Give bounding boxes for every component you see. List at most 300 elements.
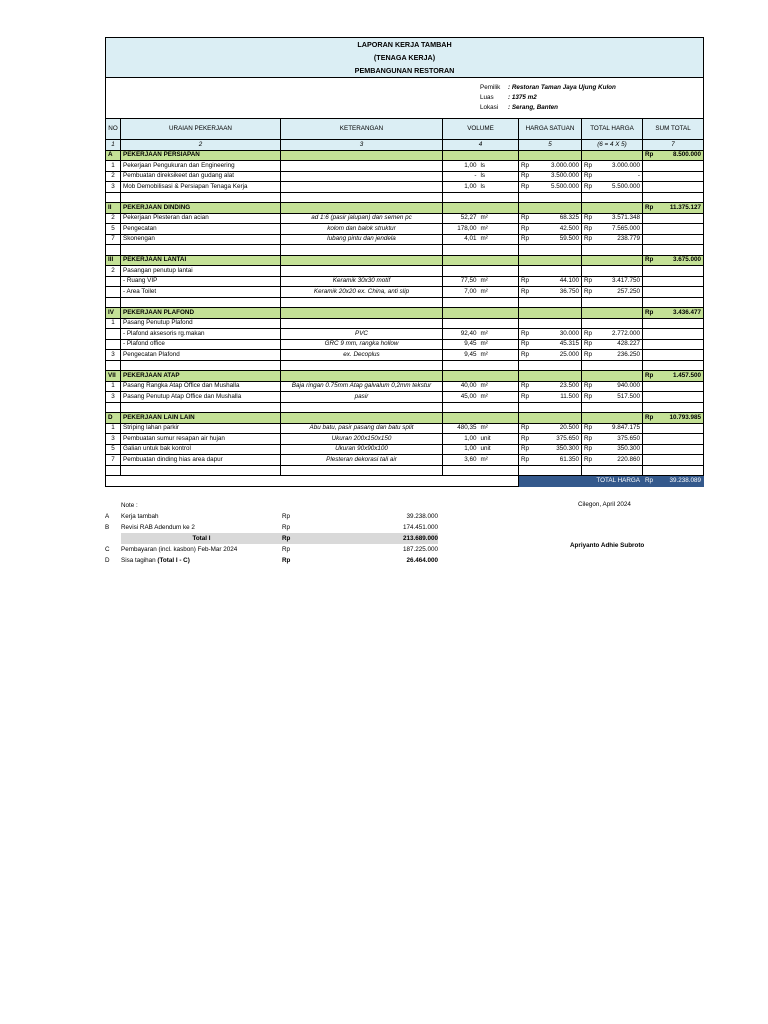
row-sum-rp: [643, 182, 704, 193]
section-sum-rp: Rp: [643, 255, 657, 266]
row-desc: Skonengan: [121, 234, 281, 245]
row-sum-rp: [643, 171, 704, 182]
note-d-label: Sisa tagihan (Total I - C): [121, 557, 190, 564]
section-total: [582, 413, 643, 424]
row-total-rp: Rp: [582, 329, 596, 340]
row-total-rp: Rp: [582, 392, 596, 403]
blank-cell: [281, 465, 443, 476]
row-keterangan: Abu batu, pasir pasang dan batu split: [281, 423, 443, 434]
signature-name: Apriyanto Adhie Subroto: [570, 542, 645, 549]
blank-cell: [106, 192, 121, 203]
section-sum-total: 11.375.127: [657, 203, 704, 214]
row-keterangan: lubang pintu dan jendela: [281, 234, 443, 245]
row-harga: 61.350: [534, 455, 582, 466]
row-total-rp: Rp: [582, 455, 596, 466]
row-unit: m²: [479, 276, 519, 287]
section-title: PEKERJAAN PERSIAPAN: [121, 150, 281, 161]
row-volume: 7,00: [443, 287, 479, 298]
col-num-2: 2: [121, 140, 281, 151]
section-ket: [281, 308, 443, 319]
row-harga: 5.500.000: [534, 182, 582, 193]
table-row: [106, 266, 704, 277]
note-b-value: 174.451.000: [402, 524, 438, 531]
row-total: -: [596, 171, 643, 182]
note-b-code: B: [105, 524, 110, 531]
section-title: PEKERJAAN DINDING: [121, 203, 281, 214]
row-total-rp: Rp: [582, 224, 596, 235]
section-sum-total: 8.500.000: [657, 150, 704, 161]
row-sum-rp: [643, 213, 704, 224]
section-harga: [519, 308, 582, 319]
row-unit: m²: [479, 392, 519, 403]
blank-cell: [519, 245, 582, 256]
grand-total-spacer: [106, 476, 519, 487]
row-unit: ls: [479, 171, 519, 182]
owner-value: : Restoran Taman Jaya Ujung Kulon: [508, 84, 616, 91]
table-row: [106, 287, 704, 298]
column-header-row: [106, 119, 704, 140]
table-row: [106, 423, 704, 434]
row-harga: 30.000: [534, 329, 582, 340]
section-header-row: [106, 413, 704, 424]
row-unit: [479, 266, 519, 277]
row-keterangan: Baja ringan 0.75mm Atap galvalum 0,2mm tekstur: [281, 381, 443, 392]
row-harga-rp: Rp: [519, 213, 534, 224]
row-harga-rp: Rp: [519, 234, 534, 245]
section-harga: [519, 203, 582, 214]
row-volume: 3,60: [443, 455, 479, 466]
row-no: 1: [106, 318, 121, 329]
row-total-rp: Rp: [582, 182, 596, 193]
section-header-row: [106, 308, 704, 319]
section-sum-rp: Rp: [643, 203, 657, 214]
section-vol: [443, 371, 519, 382]
row-total: 3.417.750: [596, 276, 643, 287]
row-unit: m²: [479, 350, 519, 361]
row-desc: - Plafond aksesoris rg.makan: [121, 329, 281, 340]
blank-cell: [643, 402, 704, 413]
notes-section: [105, 500, 703, 566]
row-harga: 59.500: [534, 234, 582, 245]
col-volume: VOLUME: [443, 119, 519, 140]
note-a-code: A: [105, 513, 110, 520]
project-info: [106, 78, 704, 119]
row-harga-rp: Rp: [519, 381, 534, 392]
section-harga: [519, 150, 582, 161]
blank-cell: [582, 402, 643, 413]
blank-cell: [643, 245, 704, 256]
section-header-row: [106, 203, 704, 214]
row-harga: 375.650: [534, 434, 582, 445]
row-desc: - Area Toilet: [121, 287, 281, 298]
table-row: [106, 171, 704, 182]
row-volume: 40,00: [443, 381, 479, 392]
row-unit: m²: [479, 234, 519, 245]
row-total: 2.772.000: [596, 329, 643, 340]
blank-cell: [281, 192, 443, 203]
row-keterangan: Keramik 30x30 motif: [281, 276, 443, 287]
row-sum-rp: [643, 350, 704, 361]
row-total: 517.500: [596, 392, 643, 403]
report-sheet: [105, 37, 703, 487]
note-d-value: 26.464.000: [406, 557, 438, 564]
row-unit: m²: [479, 329, 519, 340]
owner-label: Pemilik: [480, 84, 501, 91]
row-volume: 9,45: [443, 350, 479, 361]
row-sum-rp: [643, 339, 704, 350]
blank-cell: [121, 402, 281, 413]
table-row: [106, 234, 704, 245]
col-uraian: URAIAN PEKERJAAN: [121, 119, 281, 140]
section-total: [582, 371, 643, 382]
row-volume: 480,35: [443, 423, 479, 434]
row-total-rp: Rp: [582, 276, 596, 287]
row-desc: Mob Demobilisasi & Persiapan Tenaga Kerja: [121, 182, 281, 193]
row-unit: m²: [479, 339, 519, 350]
section-harga: [519, 413, 582, 424]
grand-total-value: 39.238.089: [657, 476, 704, 487]
row-total: 3.000.000: [596, 161, 643, 172]
row-total-rp: Rp: [582, 444, 596, 455]
blank-cell: [519, 192, 582, 203]
note-total-value: 213.689.000: [385, 533, 438, 544]
blank-cell: [643, 192, 704, 203]
row-unit: ls: [479, 161, 519, 172]
row-harga-rp: Rp: [519, 350, 534, 361]
col-harga-satuan: HARGA SATUAN: [519, 119, 582, 140]
row-keterangan: pasir: [281, 392, 443, 403]
blank-cell: [519, 402, 582, 413]
row-volume: 4,01: [443, 234, 479, 245]
section-total: [582, 150, 643, 161]
table-row: [106, 381, 704, 392]
blank-cell: [443, 360, 519, 371]
section-sum-rp: Rp: [643, 371, 657, 382]
row-total: 7.565.000: [596, 224, 643, 235]
row-sum-rp: [643, 276, 704, 287]
row-total-rp: Rp: [582, 339, 596, 350]
row-keterangan: kolom dan balok struktur: [281, 224, 443, 235]
row-unit: unit: [479, 434, 519, 445]
row-unit: m²: [479, 423, 519, 434]
table-row: [106, 392, 704, 403]
section-sum-total: 3.675.000: [657, 255, 704, 266]
section-total: [582, 308, 643, 319]
row-keterangan: ad 1:6 (pasir jalupan) dan semen pc: [281, 213, 443, 224]
row-keterangan: [281, 266, 443, 277]
row-keterangan: Ukuran 90x90x100: [281, 444, 443, 455]
section-ket: [281, 203, 443, 214]
table-row: [106, 434, 704, 445]
section-vol: [443, 255, 519, 266]
row-harga-rp: Rp: [519, 444, 534, 455]
blank-cell: [281, 245, 443, 256]
section-header-row: [106, 255, 704, 266]
note-c-code: C: [105, 546, 110, 553]
section-header-row: [106, 371, 704, 382]
row-keterangan: [281, 161, 443, 172]
blank-cell: [443, 402, 519, 413]
blank-cell: [121, 192, 281, 203]
note-total-rp: Rp: [282, 533, 385, 544]
row-harga-rp: Rp: [519, 276, 534, 287]
report-table: [105, 37, 704, 487]
section-header-row: [106, 150, 704, 161]
section-sum-total: 3.436.477: [657, 308, 704, 319]
blank-row: [106, 297, 704, 308]
blank-cell: [281, 360, 443, 371]
blank-cell: [281, 402, 443, 413]
row-no: 3: [106, 350, 121, 361]
blank-cell: [582, 192, 643, 203]
blank-cell: [106, 360, 121, 371]
blank-cell: [582, 360, 643, 371]
row-desc: Pembuatan dinding hias area dapur: [121, 455, 281, 466]
row-harga: 3.500.000: [534, 171, 582, 182]
row-no: 3: [106, 182, 121, 193]
row-desc: Pembuatan direksikeet dan gudang alat: [121, 171, 281, 182]
section-title: PEKERJAAN LAIN LAIN: [121, 413, 281, 424]
area-value: : 1375 m2: [508, 94, 537, 101]
row-harga: 23.500: [534, 381, 582, 392]
report-subtitle: (TENAGA KERJA): [106, 51, 704, 64]
row-harga: [534, 318, 582, 329]
row-total-rp: Rp: [582, 423, 596, 434]
row-harga: 36.750: [534, 287, 582, 298]
row-harga: 25.000: [534, 350, 582, 361]
row-harga: 20.500: [534, 423, 582, 434]
section-sum-rp: Rp: [643, 150, 657, 161]
section-total: [582, 255, 643, 266]
location-label: Lokasi: [480, 104, 499, 111]
blank-row: [106, 360, 704, 371]
note-total-label: Total I: [121, 533, 282, 544]
section-vol: [443, 308, 519, 319]
row-no: 3: [106, 434, 121, 445]
row-no: 5: [106, 224, 121, 235]
row-harga-rp: Rp: [519, 182, 534, 193]
note-b-label: Revisi RAB Adendum ke 2: [121, 524, 195, 531]
row-sum-rp: [643, 455, 704, 466]
row-volume: -: [443, 171, 479, 182]
row-keterangan: Keramik 20x20 ex. China, anti slip: [281, 287, 443, 298]
section-title: PEKERJAAN LANTAI: [121, 255, 281, 266]
section-sum-total: 1.457.500: [657, 371, 704, 382]
row-desc: - Plafond office: [121, 339, 281, 350]
row-unit: m²: [479, 455, 519, 466]
section-title: PEKERJAAN PLAFOND: [121, 308, 281, 319]
section-vol: [443, 413, 519, 424]
blank-cell: [643, 360, 704, 371]
row-sum-rp: [643, 161, 704, 172]
row-unit: ls: [479, 182, 519, 193]
row-no: 2: [106, 171, 121, 182]
section-total: [582, 203, 643, 214]
row-sum-rp: [643, 318, 704, 329]
row-desc: Pasang Penutup Atap Office dan Mushalla: [121, 392, 281, 403]
signature-place-date: Cilegon, April 2024: [578, 501, 631, 508]
row-no: [106, 339, 121, 350]
section-ket: [281, 371, 443, 382]
grand-total-row: [106, 476, 704, 487]
blank-cell: [106, 465, 121, 476]
row-sum-rp: [643, 381, 704, 392]
row-harga: 44.100: [534, 276, 582, 287]
note-a-label: Kerja tambah: [121, 513, 159, 520]
grand-total-rp: Rp: [643, 476, 657, 487]
row-unit: m²: [479, 213, 519, 224]
row-harga: [534, 266, 582, 277]
section-ket: [281, 150, 443, 161]
row-no: 2: [106, 213, 121, 224]
section-sum-total: 10.793.985: [657, 413, 704, 424]
blank-cell: [443, 192, 519, 203]
table-row: [106, 224, 704, 235]
section-sum-rp: Rp: [643, 308, 657, 319]
location-value: : Serang, Banten: [508, 104, 559, 111]
row-total-rp: Rp: [582, 287, 596, 298]
row-volume: [443, 318, 479, 329]
row-no: 1: [106, 161, 121, 172]
row-desc: Pekerjaan Pengukuran dan Engineering: [121, 161, 281, 172]
row-volume: 9,45: [443, 339, 479, 350]
table-row: [106, 339, 704, 350]
row-total-rp: Rp: [582, 434, 596, 445]
row-desc: Pasang Penutup Plafond: [121, 318, 281, 329]
table-row: [106, 350, 704, 361]
blank-cell: [519, 465, 582, 476]
row-unit: [479, 318, 519, 329]
note-c-value: 187.225.000: [402, 546, 438, 553]
row-sum-rp: [643, 392, 704, 403]
row-volume: [443, 266, 479, 277]
row-unit: m²: [479, 224, 519, 235]
table-row: [106, 213, 704, 224]
note-c-label: Pembayaran (incl. kasbon) Feb-Mar 2024: [121, 546, 238, 553]
row-harga-rp: Rp: [519, 434, 534, 445]
row-harga: 350.300: [534, 444, 582, 455]
row-keterangan: Ukuran 200x150x150: [281, 434, 443, 445]
section-sum-rp: Rp: [643, 413, 657, 424]
row-keterangan: [281, 182, 443, 193]
blank-cell: [121, 297, 281, 308]
col-no: NO: [106, 119, 121, 140]
row-harga-rp: Rp: [519, 329, 534, 340]
row-total: [596, 318, 643, 329]
blank-cell: [643, 465, 704, 476]
row-no: 3: [106, 392, 121, 403]
section-harga: [519, 371, 582, 382]
row-desc: Pekerjaan Plesteran dan acian: [121, 213, 281, 224]
note-a-value: 39.238.000: [406, 513, 438, 520]
row-total-rp: Rp: [582, 381, 596, 392]
row-total: 350.300: [596, 444, 643, 455]
row-desc: Pembuatan sumur resapan air hujan: [121, 434, 281, 445]
note-b-rp: Rp: [282, 524, 291, 531]
col-num-1: 1: [106, 140, 121, 151]
table-row: [106, 161, 704, 172]
row-total-rp: [582, 266, 596, 277]
blank-row: [106, 402, 704, 413]
blank-cell: [582, 297, 643, 308]
row-total-rp: Rp: [582, 234, 596, 245]
row-total: [596, 266, 643, 277]
row-no: 7: [106, 234, 121, 245]
row-no: [106, 276, 121, 287]
row-desc: Pengecatan: [121, 224, 281, 235]
blank-cell: [121, 465, 281, 476]
row-harga: 3.000.000: [534, 161, 582, 172]
row-total-rp: Rp: [582, 171, 596, 182]
blank-cell: [121, 245, 281, 256]
row-sum-rp: [643, 444, 704, 455]
blank-cell: [519, 360, 582, 371]
blank-cell: [582, 245, 643, 256]
row-volume: 1,00: [443, 182, 479, 193]
row-harga-rp: [519, 266, 534, 277]
note-c-rp: Rp: [282, 546, 291, 553]
row-volume: 92,40: [443, 329, 479, 340]
row-harga-rp: Rp: [519, 287, 534, 298]
blank-cell: [519, 297, 582, 308]
section-code: III: [106, 255, 121, 266]
blank-cell: [443, 297, 519, 308]
section-code: VII: [106, 371, 121, 382]
row-sum-rp: [643, 287, 704, 298]
row-harga-rp: Rp: [519, 161, 534, 172]
section-vol: [443, 150, 519, 161]
note-d-code: D: [105, 557, 110, 564]
note-a-rp: Rp: [282, 513, 291, 520]
row-sum-rp: [643, 423, 704, 434]
col-num-4: 4: [443, 140, 519, 151]
note-d-rp: Rp: [282, 557, 291, 564]
blank-cell: [582, 465, 643, 476]
table-row: [106, 276, 704, 287]
row-total: 3.571.348: [596, 213, 643, 224]
blank-cell: [106, 245, 121, 256]
blank-cell: [443, 245, 519, 256]
row-volume: 178,00: [443, 224, 479, 235]
row-harga: 68.325: [534, 213, 582, 224]
section-harga: [519, 255, 582, 266]
row-sum-rp: [643, 434, 704, 445]
section-code: D: [106, 413, 121, 424]
row-keterangan: [281, 318, 443, 329]
row-no: 1: [106, 423, 121, 434]
column-number-row: [106, 140, 704, 151]
section-vol: [443, 203, 519, 214]
blank-cell: [106, 297, 121, 308]
row-no: 5: [106, 444, 121, 455]
row-harga: 45.315: [534, 339, 582, 350]
row-volume: 1,00: [443, 434, 479, 445]
blank-cell: [281, 297, 443, 308]
blank-cell: [121, 360, 281, 371]
row-no: 1: [106, 381, 121, 392]
row-total-rp: Rp: [582, 161, 596, 172]
row-sum-rp: [643, 234, 704, 245]
row-harga-rp: Rp: [519, 224, 534, 235]
section-code: II: [106, 203, 121, 214]
section-ket: [281, 413, 443, 424]
blank-cell: [443, 465, 519, 476]
blank-row: [106, 192, 704, 203]
row-total: 940.000: [596, 381, 643, 392]
row-sum-rp: [643, 266, 704, 277]
col-num-7: 7: [643, 140, 704, 151]
col-sum-total: SUM TOTAL: [643, 119, 704, 140]
